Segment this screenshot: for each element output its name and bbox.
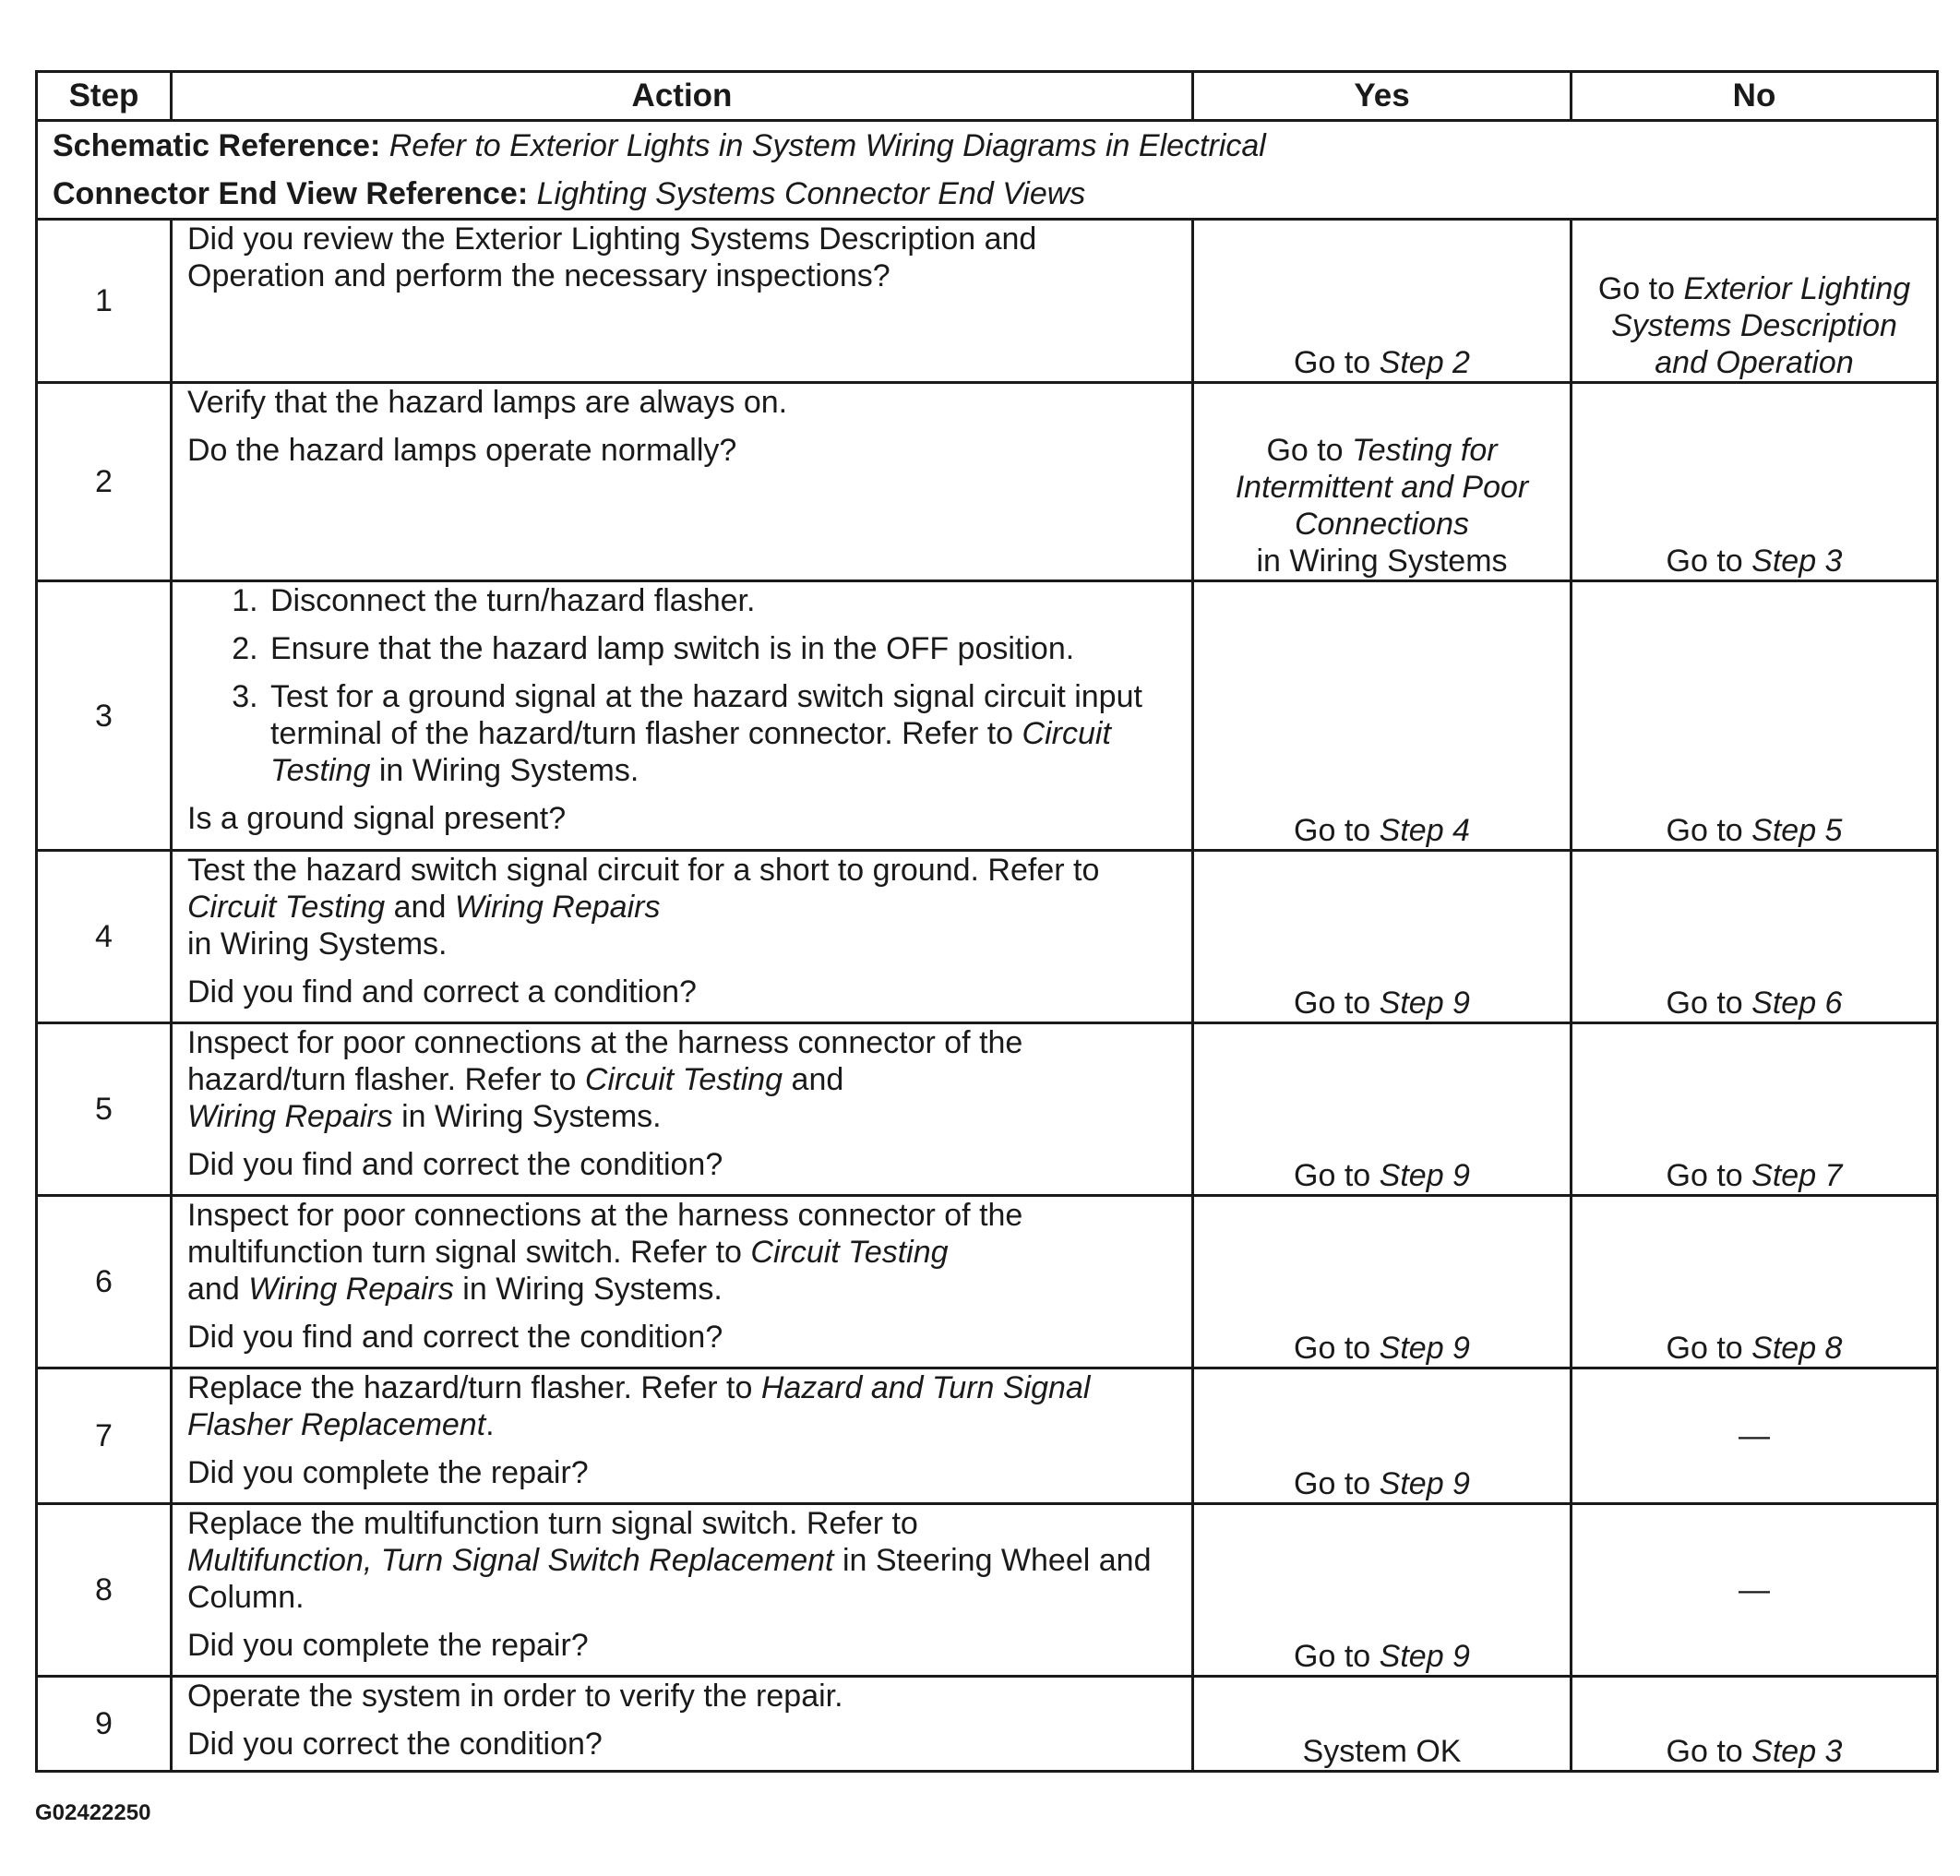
- step-number: 9: [37, 1677, 172, 1772]
- yes-prefix: Go to: [1294, 1331, 1371, 1366]
- yes-cell: [1193, 1677, 1572, 1772]
- no-prefix: Go to: [1666, 544, 1743, 579]
- action-question: Do the hazard lamps operate normally?: [187, 433, 737, 468]
- action-text: [187, 1024, 1177, 1135]
- action-question: Did you complete the repair?: [187, 1455, 589, 1490]
- table-row: [37, 1023, 1938, 1196]
- header-yes: Yes: [1193, 72, 1572, 121]
- header-step: Step: [37, 72, 172, 121]
- reference-link: Wiring Repairs: [187, 1099, 393, 1134]
- yes-target: Step 9: [1379, 1639, 1470, 1674]
- no-target: Step 7: [1751, 1158, 1843, 1193]
- action-text: [187, 852, 1177, 962]
- reference-link: Hazard and Turn Signal Flasher Replacement: [187, 1370, 1091, 1442]
- step-number: 4: [37, 851, 172, 1023]
- reference-link: Circuit Testing: [584, 1062, 783, 1097]
- no-cell: [1572, 220, 1938, 383]
- action-cell: [172, 383, 1193, 581]
- schematic-reference-label: Schematic Reference:: [53, 128, 381, 163]
- yes-target: Step 9: [1379, 1158, 1470, 1193]
- yes-prefix: Go to: [1266, 433, 1344, 468]
- step-number: 6: [37, 1196, 172, 1368]
- no-cell: [1572, 1504, 1938, 1677]
- schematic-reference-text: Refer to Exterior Lights in System Wiring Diagrams in Electrical: [388, 128, 1266, 163]
- table-row: [37, 220, 1938, 383]
- no-cell: [1572, 1677, 1938, 1772]
- no-prefix: Go to: [1666, 986, 1743, 1021]
- no-target: Exterior Lighting Systems Description and Operation: [1611, 271, 1911, 380]
- no-prefix: Go to: [1666, 1734, 1743, 1769]
- action-cell: [172, 220, 1193, 383]
- action-text-start: Inspect for poor connections at the harness connector of the hazard/turn flasher. Refer to: [187, 1025, 1023, 1097]
- table-row: [37, 383, 1938, 581]
- action-text-start: Replace the multifunction turn signal switch. Refer to: [187, 1506, 918, 1541]
- conjunction: and: [393, 890, 447, 925]
- action-cell: [172, 1368, 1193, 1504]
- no-cell: [1572, 581, 1938, 851]
- no-prefix: Go to: [1666, 813, 1743, 848]
- no-prefix: Go to: [1597, 271, 1676, 306]
- no-dash: —: [1739, 1418, 1770, 1453]
- no-prefix: Go to: [1666, 1158, 1743, 1193]
- list-item: [267, 678, 1177, 789]
- reference-link: Wiring Repairs: [248, 1272, 454, 1307]
- yes-target: Step 9: [1379, 1331, 1470, 1366]
- step-number: 7: [37, 1368, 172, 1504]
- step-number: 3: [37, 581, 172, 851]
- action-text-end: in Wiring Systems.: [462, 1272, 723, 1307]
- table-row: [37, 1196, 1938, 1368]
- action-cell: [172, 1504, 1193, 1677]
- reference-link: Wiring Repairs: [454, 890, 661, 925]
- action-cell: [172, 851, 1193, 1023]
- list-item-suffix: in Wiring Systems.: [378, 753, 639, 788]
- reference-link: Circuit Testing: [270, 716, 1111, 788]
- yes-cell: [1193, 1504, 1572, 1677]
- action-question: Is a ground signal present?: [187, 801, 567, 836]
- action-text: Operate the system in order to verify the repair.: [187, 1679, 843, 1714]
- action-cell: [172, 1677, 1193, 1772]
- action-text-start: Inspect for poor connections at the harness connector of the multifunction turn signal switch. Refer to: [187, 1198, 1023, 1270]
- header-no: No: [1572, 72, 1938, 121]
- action-steps-list: [187, 582, 1177, 789]
- yes-target: Step 9: [1379, 986, 1470, 1021]
- table-row: [37, 851, 1938, 1023]
- table-row: [37, 1368, 1938, 1504]
- yes-cell: [1193, 1368, 1572, 1504]
- yes-cell: [1193, 581, 1572, 851]
- yes-prefix: Go to: [1294, 986, 1371, 1021]
- no-cell: [1572, 383, 1938, 581]
- table-row: [37, 581, 1938, 851]
- action-question: Did you complete the repair?: [187, 1628, 589, 1663]
- no-cell: [1572, 851, 1938, 1023]
- no-target: Step 6: [1751, 986, 1843, 1021]
- header-row: [37, 72, 1938, 121]
- table-row: [37, 1504, 1938, 1677]
- step-number: 5: [37, 1023, 172, 1196]
- yes-prefix: Go to: [1294, 813, 1371, 848]
- step-number: 2: [37, 383, 172, 581]
- no-target: Step 3: [1751, 1734, 1843, 1769]
- yes-target: Step 9: [1379, 1466, 1470, 1501]
- table-row: [37, 1677, 1938, 1772]
- action-text: [187, 1197, 1177, 1308]
- no-cell: [1572, 1023, 1938, 1196]
- yes-cell: [1193, 1023, 1572, 1196]
- no-cell: [1572, 1196, 1938, 1368]
- yes-result: System OK: [1302, 1734, 1462, 1769]
- action-question: Did you correct the condition?: [187, 1727, 603, 1762]
- action-text: Did you review the Exterior Lighting Systems Description and Operation and perform the necessary inspections?: [187, 221, 1037, 293]
- figure-id: G02422250: [35, 1800, 151, 1825]
- yes-prefix: Go to: [1294, 1639, 1371, 1674]
- action-text-end: .: [485, 1407, 495, 1442]
- no-cell: [1572, 1368, 1938, 1504]
- action-cell: [172, 581, 1193, 851]
- yes-prefix: Go to: [1294, 1466, 1371, 1501]
- action-text: [187, 1505, 1177, 1616]
- yes-cell: [1193, 220, 1572, 383]
- yes-prefix: Go to: [1294, 345, 1371, 380]
- reference-cell: [37, 121, 1938, 220]
- action-cell: [172, 1023, 1193, 1196]
- diagnostic-table: [35, 70, 1939, 1773]
- no-target: Step 3: [1751, 544, 1843, 579]
- reference-row: [37, 121, 1938, 220]
- schematic-reference: [53, 122, 1921, 170]
- action-text-end: in Wiring Systems.: [187, 926, 448, 962]
- yes-target: Step 4: [1379, 813, 1470, 848]
- yes-prefix: Go to: [1294, 1158, 1371, 1193]
- yes-target: Step 2: [1379, 345, 1470, 380]
- no-target: Step 5: [1751, 813, 1843, 848]
- action-text: [187, 1369, 1177, 1443]
- list-item-text: Test for a ground signal at the hazard switch signal circuit input terminal of the hazard/turn flasher connector. Refer to: [270, 679, 1142, 751]
- no-prefix: Go to: [1666, 1331, 1743, 1366]
- yes-suffix: in Wiring Systems: [1256, 544, 1508, 579]
- connector-reference-label: Connector End View Reference:: [53, 176, 529, 211]
- yes-cell: [1193, 383, 1572, 581]
- no-dash: —: [1739, 1572, 1770, 1607]
- reference-link: Multifunction, Turn Signal Switch Replacement: [187, 1543, 834, 1578]
- step-number: 8: [37, 1504, 172, 1677]
- conjunction: and: [791, 1062, 844, 1097]
- header-action: Action: [172, 72, 1193, 121]
- yes-target: Testing for Intermittent and Poor Connections: [1235, 433, 1529, 542]
- action-cell: [172, 1196, 1193, 1368]
- step-number: 1: [37, 220, 172, 383]
- action-question: Did you find and correct a condition?: [187, 974, 697, 1010]
- action-text-end: in Wiring Systems.: [401, 1099, 662, 1134]
- connector-reference-text: Lighting Systems Connector End Views: [536, 176, 1086, 211]
- action-text-end: in Steering Wheel and Column.: [187, 1543, 1152, 1615]
- list-item: 1. Disconnect the turn/hazard flasher.: [267, 582, 1177, 619]
- yes-cell: [1193, 851, 1572, 1023]
- action-text: Verify that the hazard lamps are always on.: [187, 385, 788, 420]
- list-item: 2. Ensure that the hazard lamp switch is in the OFF position.: [267, 630, 1177, 667]
- conjunction: and: [187, 1272, 240, 1307]
- reference-link: Circuit Testing: [187, 890, 386, 925]
- action-question: Did you find and correct the condition?: [187, 1147, 723, 1182]
- action-text-start: Replace the hazard/turn flasher. Refer to: [187, 1370, 753, 1405]
- action-text-start: Test the hazard switch signal circuit for a short to ground. Refer to: [187, 853, 1100, 888]
- yes-cell: [1193, 1196, 1572, 1368]
- no-target: Step 8: [1751, 1331, 1843, 1366]
- action-question: Did you find and correct the condition?: [187, 1320, 723, 1355]
- connector-reference: [53, 170, 1921, 218]
- reference-link: Circuit Testing: [750, 1235, 949, 1270]
